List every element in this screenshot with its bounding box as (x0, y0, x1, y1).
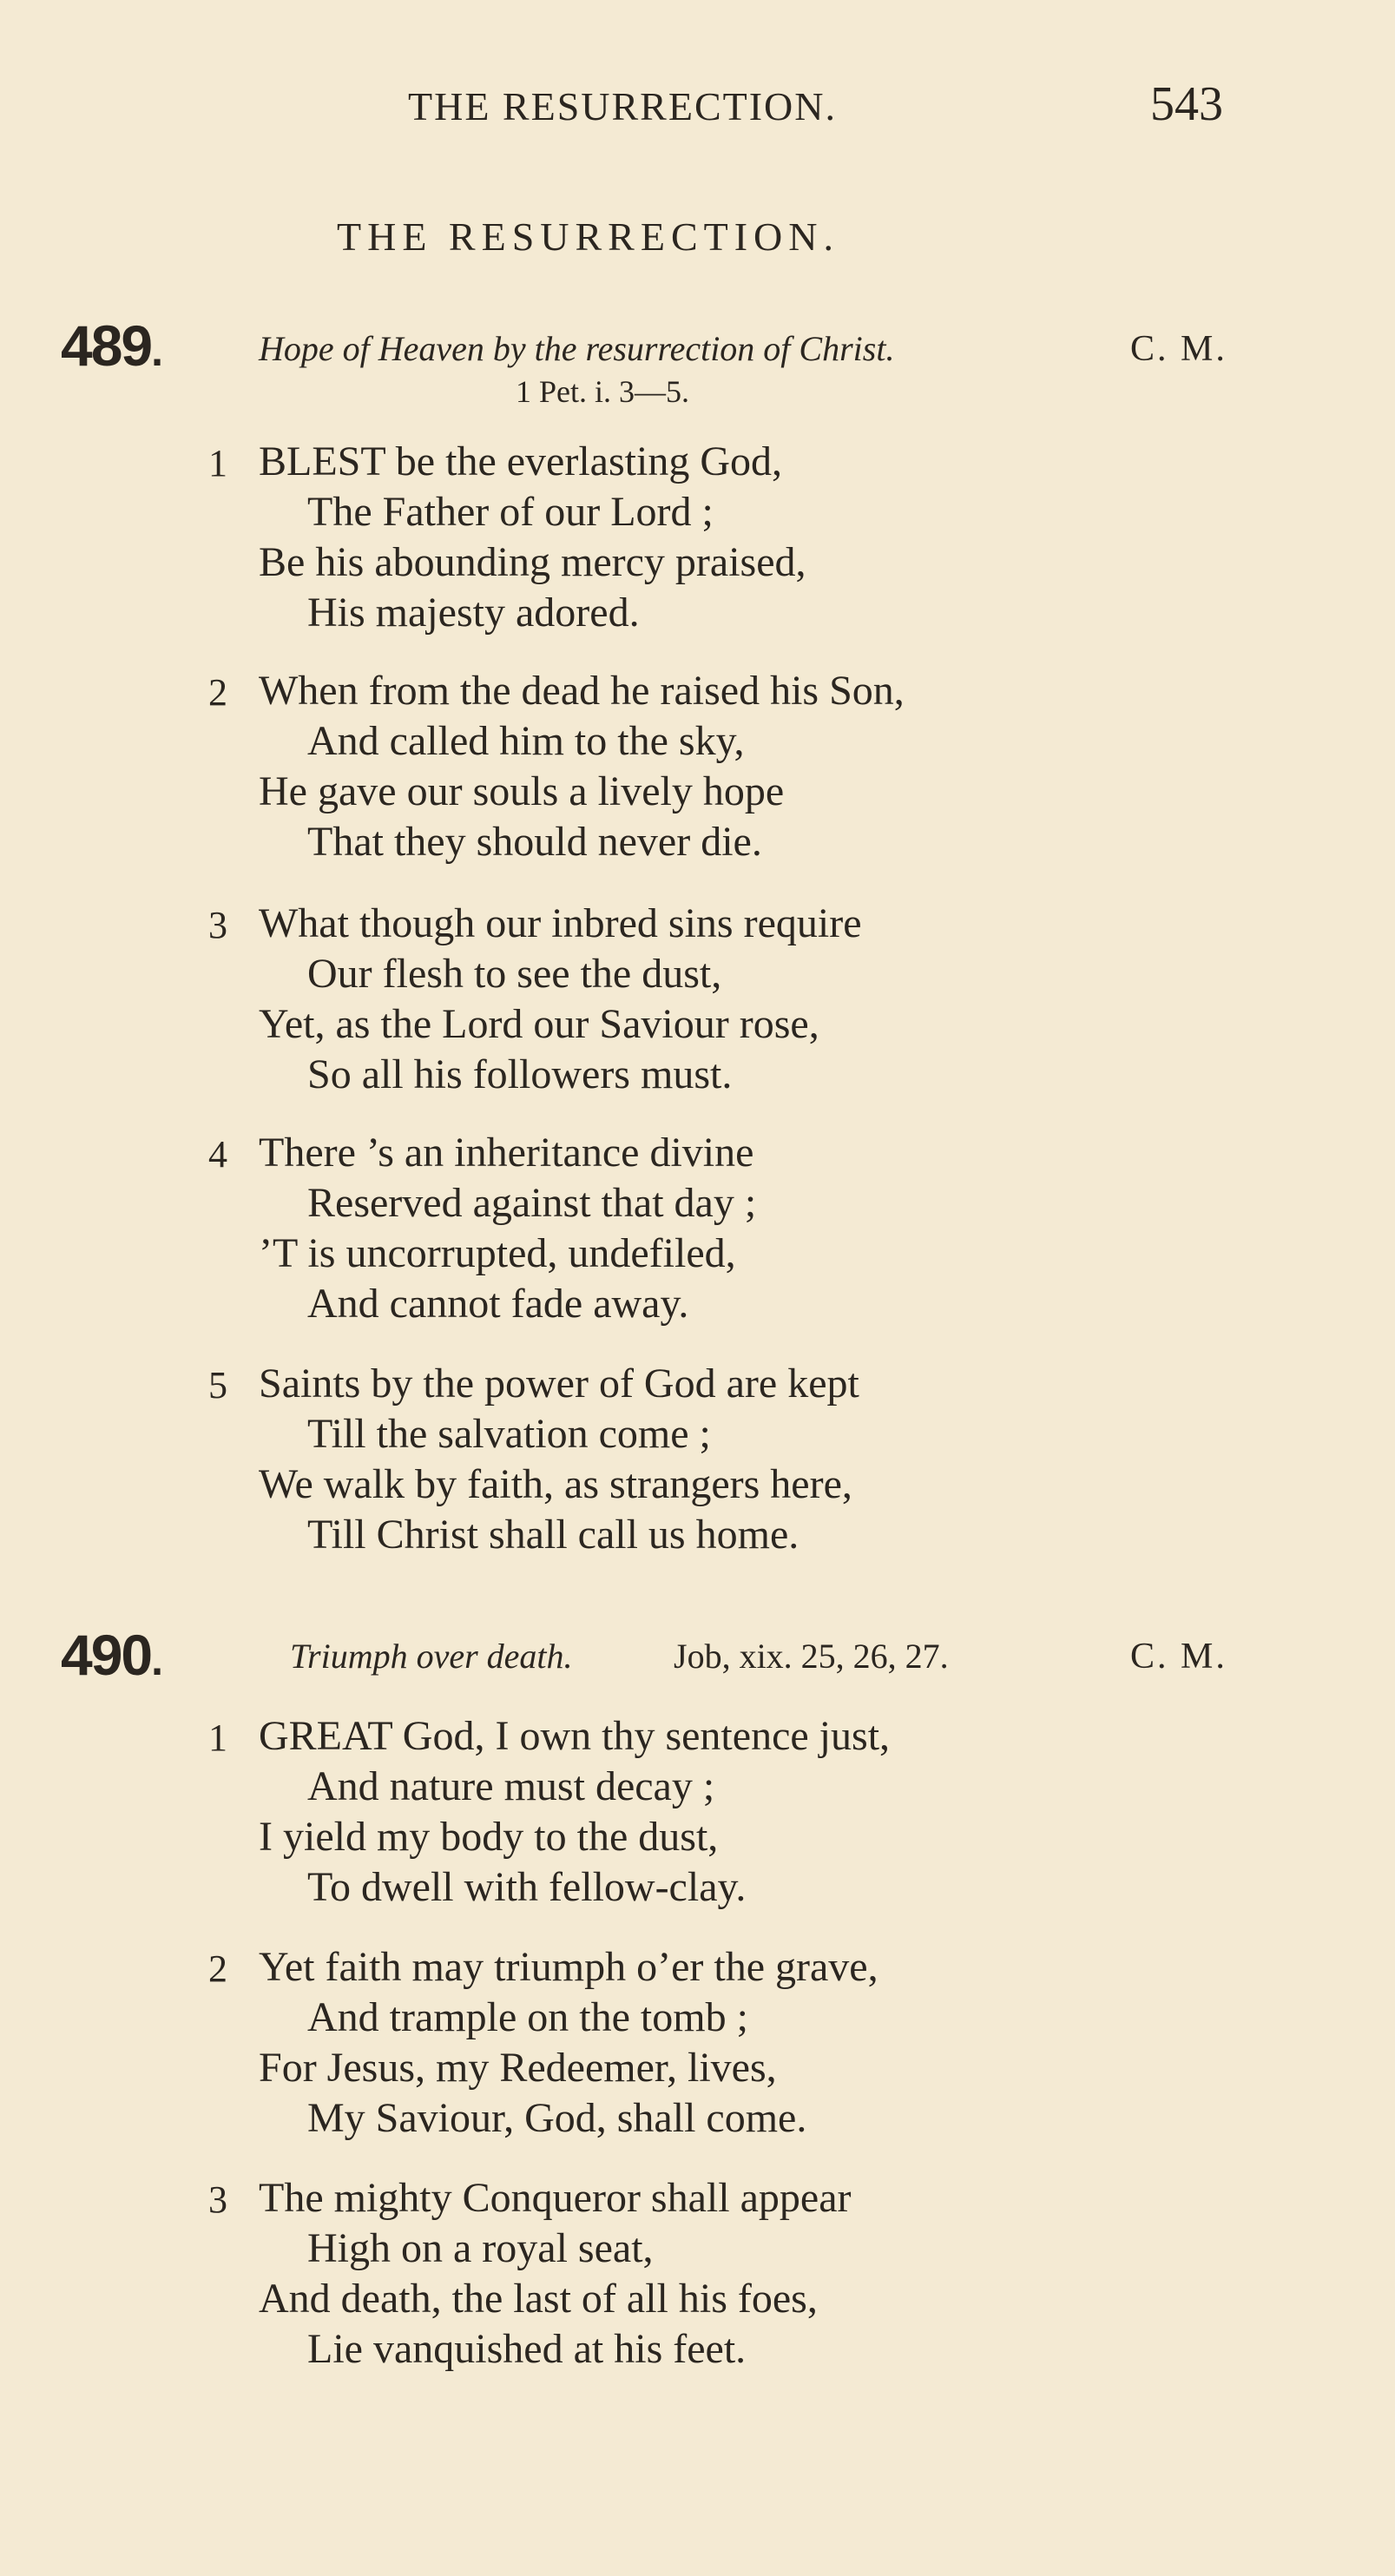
hymn-number: 490. (61, 1623, 162, 1687)
verse-line: Be his abounding mercy praised, (259, 539, 806, 585)
verse-line: The Father of our Lord ; (307, 489, 714, 535)
hymn-meter: C. M. (1130, 1637, 1227, 1677)
verse-line: ’T is uncorrupted, undefiled, (259, 1230, 736, 1276)
verse-line: And death, the last of all his foes, (259, 2276, 818, 2322)
verse-number: 2 (208, 671, 227, 714)
verse-line: Saints by the power of God are kept (259, 1360, 859, 1407)
running-head: THE RESURRECTION. (408, 84, 837, 128)
verse-line: And cannot fade away. (307, 1281, 689, 1327)
hymn-title: Hope of Heaven by the resurrection of Christ. (259, 329, 895, 368)
verse-line: That they should never die. (307, 819, 762, 865)
verse-number: 5 (208, 1364, 227, 1407)
page-number: 543 (1150, 77, 1223, 131)
section-title: THE RESURRECTION. (337, 214, 839, 259)
hymn-meter: C. M. (1130, 329, 1227, 369)
verse-line: To dwell with fellow-clay. (307, 1864, 747, 1910)
verse-number: 3 (208, 904, 227, 946)
verse-number: 1 (208, 442, 227, 484)
hymn-number: 489. (61, 313, 162, 378)
verse-line: So all his followers must. (307, 1051, 733, 1097)
verse-line: Lie vanquished at his feet. (307, 2326, 747, 2372)
scripture-reference: 1 Pet. i. 3—5. (516, 374, 690, 409)
verse-line: And nature must decay ; (307, 1763, 715, 1809)
verse-line: Reserved against that day ; (307, 1180, 757, 1226)
verse-line: There ’s an inheritance divine (259, 1130, 754, 1176)
verse-line: We walk by faith, as strangers here, (259, 1461, 852, 1507)
verse-line: The mighty Conqueror shall appear (259, 2175, 852, 2221)
verse-number: 1 (208, 1716, 227, 1759)
verse-line: I yield my body to the dust, (259, 1814, 719, 1860)
verse-line: GREAT God, I own thy sentence just, (259, 1713, 891, 1759)
verse-line: High on a royal seat, (307, 2225, 654, 2271)
verse-line: My Saviour, God, shall come. (307, 2095, 807, 2141)
verse-line: Our flesh to see the dust, (307, 951, 722, 997)
verse-line: His majesty adored. (307, 590, 640, 636)
verse-line: He gave our souls a lively hope (259, 768, 785, 814)
verse-line: And called him to the sky, (307, 718, 745, 764)
verse-line: When from the dead he raised his Son, (259, 668, 905, 714)
verse-line: BLEST be the everlasting God, (259, 438, 782, 484)
verse-line: For Jesus, my Redeemer, lives, (259, 2045, 777, 2091)
hymn-title: Triumph over death. (290, 1637, 573, 1676)
verse-line: Till Christ shall call us home. (307, 1512, 799, 1558)
verse-line: Till the salvation come ; (307, 1411, 711, 1457)
verse-line: Yet, as the Lord our Saviour rose, (259, 1001, 819, 1047)
verse-line: Yet faith may triumph o’er the grave, (259, 1944, 878, 1990)
verse-line: And trample on the tomb ; (307, 1994, 748, 2040)
verse-number: 3 (208, 2178, 227, 2221)
verse-number: 2 (208, 1947, 227, 1990)
scripture-reference: Job, xix. 25, 26, 27. (674, 1637, 949, 1676)
verse-line: What though our inbred sins require (259, 900, 862, 946)
verse-number: 4 (208, 1133, 227, 1176)
